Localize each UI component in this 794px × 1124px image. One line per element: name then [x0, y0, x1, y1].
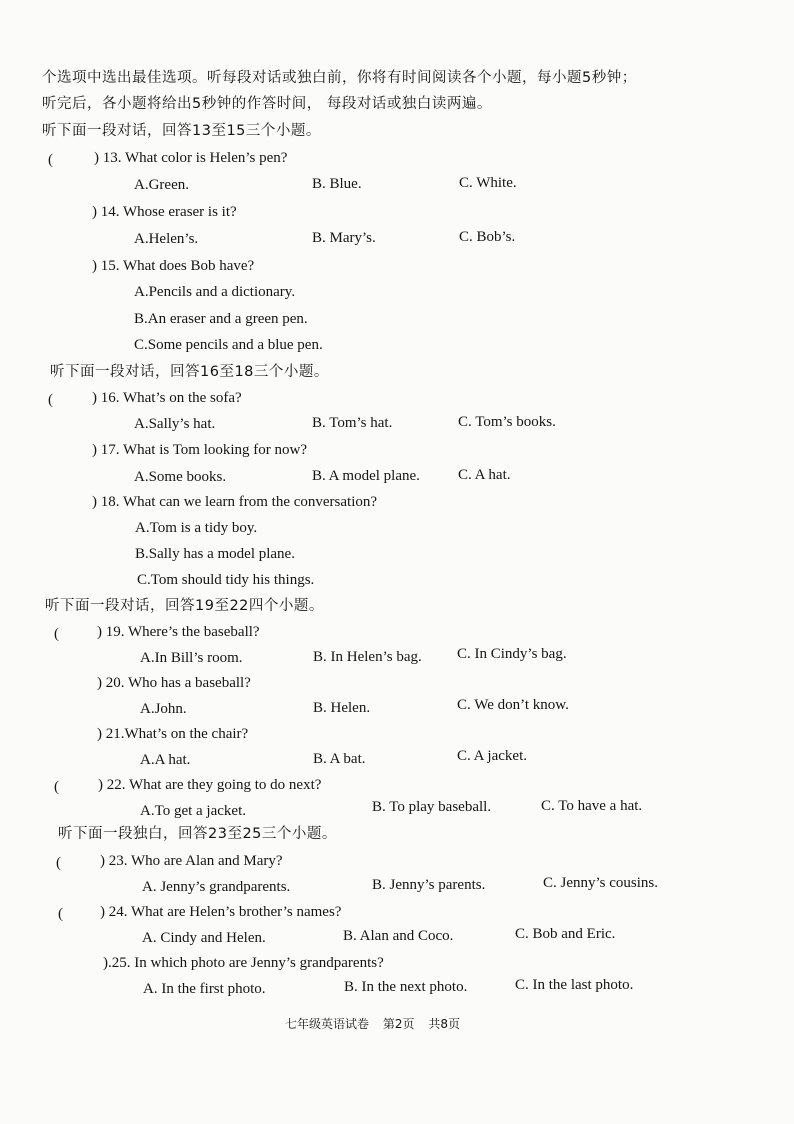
question-stem: ) 16. What’s on the sofa?: [92, 390, 242, 406]
option-a: A. In the first photo.: [143, 981, 266, 997]
answer-paren: (: [48, 152, 53, 168]
question-stem: ) 22. What are they going to do next?: [98, 777, 322, 793]
option-c: C. Tom’s books.: [458, 414, 556, 430]
option-b: B. Jenny’s parents.: [372, 877, 486, 893]
option-a: A.Some books.: [134, 469, 227, 485]
section-heading: 听下面一段对话，回答13至15三个小题。: [42, 123, 321, 139]
option-c: C. A jacket.: [457, 748, 527, 764]
option-c: C. Bob’s.: [459, 229, 516, 245]
option-b: B. Alan and Coco.: [343, 928, 454, 944]
option-c: C. In Cindy’s bag.: [457, 646, 567, 662]
answer-paren: (: [48, 392, 53, 408]
option-b: B. Blue.: [312, 176, 362, 192]
footer-page-number: 第2页: [382, 1017, 415, 1031]
option-c: C. In the last photo.: [515, 977, 634, 993]
option-b: B. Tom’s hat.: [312, 415, 393, 431]
option-b: B. Helen.: [313, 700, 371, 716]
question-stem: ) 24. What are Helen’s brother’s names?: [100, 904, 342, 920]
option-c: C.Some pencils and a blue pen.: [134, 337, 323, 353]
answer-paren: (: [54, 779, 59, 795]
question-stem: ) 14. Whose eraser is it?: [92, 204, 237, 220]
footer-total-pages: 共8页: [428, 1017, 460, 1031]
answer-paren: (: [54, 626, 59, 642]
answer-paren: (: [58, 906, 63, 922]
section-heading: 听下面一段对话，回答16至18三个小题。: [50, 364, 329, 380]
option-b: B. A bat.: [313, 751, 366, 767]
option-b: B. Mary’s.: [312, 230, 376, 246]
option-a: A.Green.: [134, 177, 189, 193]
option-a: A.Sally’s hat.: [134, 416, 216, 432]
option-a: A. Cindy and Helen.: [142, 930, 266, 946]
option-b: B. To play baseball.: [372, 799, 492, 815]
intro-line-1: 个选项中选出最佳选项。听每段对话或独白前，你将有时间阅读各个小题，每小题5秒钟；: [42, 70, 637, 86]
option-c: C. A hat.: [458, 467, 511, 483]
section-heading: 听下面一段独白，回答23至25三个小题。: [58, 826, 337, 842]
option-b: B.Sally has a model plane.: [135, 546, 295, 562]
question-stem: ).25. In which photo are Jenny’s grandparents?: [103, 955, 384, 971]
option-b: B. In Helen’s bag.: [313, 649, 422, 665]
option-c: C. White.: [459, 175, 517, 191]
page-footer: [285, 1016, 470, 1032]
option-c: C. Bob and Eric.: [515, 926, 616, 942]
question-stem: ) 15. What does Bob have?: [92, 258, 255, 274]
option-b: B. A model plane.: [312, 468, 420, 484]
question-stem: ) 13. What color is Helen’s pen?: [94, 150, 288, 166]
section-heading: 听下面一段对话，回答19至22四个小题。: [45, 598, 324, 614]
option-c: C. Jenny’s cousins.: [543, 875, 659, 891]
option-a: A.Helen’s.: [134, 231, 199, 247]
question-stem: ) 20. Who has a baseball?: [97, 675, 251, 691]
question-stem: ) 19. Where’s the baseball?: [97, 624, 260, 640]
answer-paren: (: [56, 855, 61, 871]
footer-exam-title: 七年级英语试卷: [285, 1017, 370, 1031]
option-b: B. In the next photo.: [344, 979, 468, 995]
option-a: A.In Bill’s room.: [140, 650, 243, 666]
question-stem: ) 23. Who are Alan and Mary?: [100, 853, 283, 869]
question-stem: ) 17. What is Tom looking for now?: [92, 442, 308, 458]
option-c: C. We don’t know.: [457, 697, 569, 713]
option-c: C. To have a hat.: [541, 798, 643, 814]
option-a: A.John.: [140, 701, 187, 717]
question-stem: ) 18. What can we learn from the conversation?: [92, 494, 378, 510]
option-a: A. Jenny’s grandparents.: [142, 879, 291, 895]
option-c: C.Tom should tidy his things.: [137, 572, 315, 588]
option-a: A.A hat.: [140, 752, 191, 768]
option-a: A.Tom is a tidy boy.: [135, 520, 258, 536]
option-a: A.To get a jacket.: [140, 803, 246, 819]
option-b: B.An eraser and a green pen.: [134, 311, 308, 327]
option-a: A.Pencils and a dictionary.: [134, 284, 296, 300]
question-stem: ) 21.What’s on the chair?: [97, 726, 249, 742]
intro-line-2: 听完后，各小题将给出5秒钟的作答时间， 每段对话或独白读两遍。: [42, 96, 492, 112]
